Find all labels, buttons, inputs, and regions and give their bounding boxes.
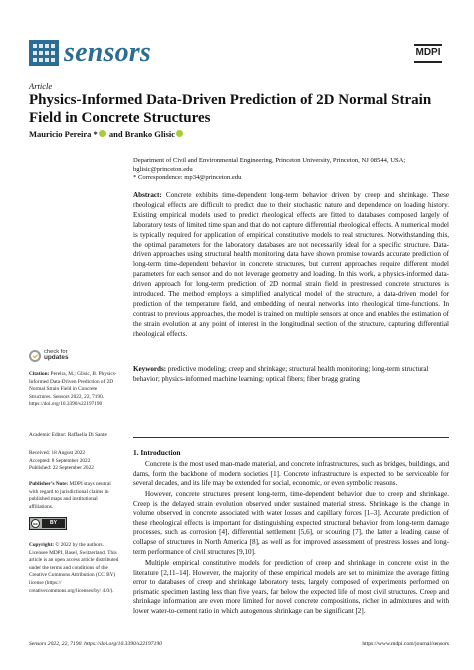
- keywords: [133, 365, 449, 385]
- check-for-updates-link[interactable]: [44, 349, 69, 361]
- copyright-block: [29, 542, 121, 595]
- keywords-label: Keywords:: [133, 365, 167, 373]
- author-2: and Branko Glisic: [108, 129, 176, 139]
- section-heading: 1. Introduction: [133, 448, 181, 457]
- correspondence: * Correspondence: mp34@princeton.edu: [133, 174, 242, 182]
- citation-text: Pereira, M.; Glisic, B. Physics-Informed Data-Driven Prediction of 2D Normal Strain Field in Concrete Structures. Sensors 2022, 22, 7190. https://doi.org/10.3390/s22197190: [29, 371, 117, 408]
- paragraph-1: Concrete is the most used man-made material, and concrete infrastructures, such as bridges, buildings, and dams, form the backbone of modern societies [1]. Concrete infrastructure is expected to be serviceable for several decades, and its life may be extended for social, economic, or even symbolic reasons.: [133, 460, 449, 488]
- keywords-text: predictive modeling; creep and shrinkage; structural health monitoring; long-term structural behavior; physics-informed machine learning; optical fibers; fiber bragg grating: [133, 365, 429, 383]
- publisher-logo: [412, 44, 444, 66]
- section-divider: [133, 437, 449, 438]
- academic-editor: Academic Editor: Raffaella Di Sante: [29, 432, 107, 438]
- accepted-date: Accepted: 8 September 2022: [29, 457, 91, 464]
- copyright-label: Copyright:: [29, 542, 55, 548]
- received-date: Received: 18 August 2022: [29, 450, 86, 456]
- cc-by-label: BY: [42, 519, 65, 528]
- abstract: [133, 191, 449, 340]
- published-date: Published: 22 September 2022: [29, 465, 94, 472]
- cc-by-license-badge[interactable]: [29, 517, 67, 530]
- footer-journal-url[interactable]: https://www.mdpi.com/journal/sensors: [362, 641, 449, 647]
- abstract-text: Concrete exhibits time-dependent long-term behavior driven by creep and shrinkage. These rheological effects are difficult to predict due to their stochastic nature and dependence on loading history. Existing empirical models used to predict rheological effects are fitted to databases composed largely of laboratory tests of limited time span and that do not capture differential rheological effects. A numerical model is typically required for application of empirical constitutive models to real structures. Notwithstanding this, the optimal parameters for the laboratory databases are not necessarily ideal for a specific structure. Data-driven approaches using structural health monitoring data have shown promise towards accurate prediction of long-term time-dependent behavior in concrete structures, but current approaches require different model parameters for each sensor and do not leverage geometry and loading. In this work, a physics-informed data-driven approach for long-term prediction of 2D normal strain field in prestressed concrete structures is introduced. The method employs a simplified analytical model of the structure, a data-driven model for prediction of the temperature field, and embedding of neural networks into rheological time-functions. In contrast to previous approaches, the model is trained on multiple sensors at once and enables the estimation of the strain evolution at any point of interest in the longitudinal section of the structure, capturing differential rheological effects.: [133, 191, 450, 338]
- paragraph-2: However, concrete structures present long-term, time-dependent behavior due to creep and shrinkage. Creep is the delayed strain evolution observed under sustained material stress. Shrinkage is the change in volume observed in concrete associated with water losses and capillary forces [1–3]. Accurate prediction of these rheological effects is important for distinguishing expected structural behavior from long-term damage processes, such as corrosion [4], differential settlement [5,6], or scouring [7], the latter a leading cause of collapse of structures in North America [8], as well as for improved assessment of prestress losses and long-term performance of civil structures [9,10].: [133, 490, 449, 556]
- orcid-icon[interactable]: [176, 130, 183, 137]
- check-for-updates-icon[interactable]: [29, 350, 41, 362]
- copyright-text: © 2022 by the authors. Licensee MDPI, Basel, Switzerland. This article is an open access article distributed under the terms and conditions of the Creative Commons Attribution (CC BY) license (https:// creativecommons.org/licenses/by/ 4.0/).: [29, 542, 119, 594]
- affiliation-block: [133, 157, 449, 183]
- cc-icon: cc: [31, 519, 40, 528]
- affiliation: Department of Civil and Environmental Engineering, Princeton University, Princeton, NJ 08544, USA;: [133, 157, 406, 164]
- footer-citation[interactable]: Sensors 2022, 22, 7190. https://doi.org/10.3390/s22197190: [29, 641, 162, 647]
- check-line-2: updates: [44, 354, 69, 362]
- abstract-label: Abstract:: [133, 191, 162, 199]
- author-email[interactable]: bglisic@princeton.edu: [133, 165, 193, 173]
- article-title: Physics-Informed Data-Driven Prediction of 2D Normal Strain Field in Concrete Structures: [29, 92, 432, 126]
- author-1: Mauricio Pereira *: [29, 129, 98, 139]
- publisher-name: MDPI: [415, 47, 441, 58]
- author-line: [29, 129, 184, 139]
- page-footer: [29, 641, 449, 647]
- dates-block: [29, 450, 121, 473]
- logo-grid-icon: [33, 44, 55, 62]
- citation-label: Citation:: [29, 371, 50, 377]
- journal-name: sensors: [64, 37, 151, 68]
- publisher-note-text: MDPI stays neutral with regard to jurisdictional claims in published maps and institutional affiliations.: [29, 481, 111, 510]
- paragraph-3: Multiple empirical constitutive models for prediction of creep and shrinkage in concrete exist in the literature [2,11–14]. However, the majority of these empirical models are set to minimize the average fitting error to databases of creep and shrinkage laboratory tests, largely composed of experiments performed on prismatic specimen lasting less than five years, far below the expected life of most civil structures. Creep and shrinkage information are even more limited for novel concrete compositions, richer in admixtures and with lower water-to-cement ratio in which autogenous shrinkage can be significant [2].: [133, 559, 449, 615]
- publisher-note-label: Publisher’s Note:: [29, 481, 69, 487]
- citation-block: [29, 371, 121, 409]
- publisher-note: [29, 481, 121, 511]
- orcid-icon[interactable]: [99, 130, 106, 137]
- article-type: Article: [29, 81, 53, 91]
- check-line-1: check for: [44, 349, 68, 355]
